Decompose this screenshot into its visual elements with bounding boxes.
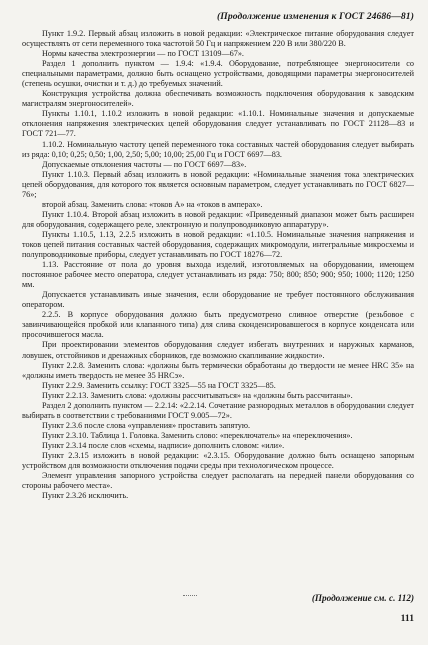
print-speck — [183, 595, 197, 598]
paragraph: Пункт 2.3.6 после слова «управления» проставить запятую. — [42, 420, 251, 430]
paragraph: Пункт 2.2.8. Заменить слова: «должны быть термически обработаны до твердости не менее HRC 35» на «должны иметь твердость не менее 35 HRCэ». — [22, 360, 414, 380]
paragraph: Пункты 1.10.1, 1.10.2 изложить в новой редакции: «1.10.1. Номинальные значения и допускаемые отклонения напряжения электрических цепей оборудования следует устанавливать по ГОСТ 21128—83 и ГОСТ 721—77. — [22, 109, 414, 139]
continuation-note: (Продолжение см. с. 112) — [311, 593, 414, 603]
paragraph: Пункт 2.3.14 после слов «схемы, надписи» дополнить словом: «или». — [42, 440, 285, 450]
document-body — [22, 29, 414, 501]
paragraph: Пункт 1.10.3. Первый абзац изложить в новой редакции: «Номинальные значения тока электрических цепей оборудования, для которого ток является основным параметром, следует устанавливать по ГОСТ 6827—76»; — [22, 169, 414, 199]
paragraph: Элемент управления запорного устройства следует располагать на передней панели оборудования со стороны рабочего места». — [22, 471, 414, 491]
paragraph: Пункт 2.3.10. Таблица 1. Головка. Заменить слово: «переключатель» на «переключения». — [42, 430, 353, 440]
paragraph: Пункт 2.3.15 изложить в новой редакции: «2.3.15. Оборудование должно быть оснащено запорным устройством для возможности отключения подачи среды при технологическом процессе. — [22, 450, 414, 471]
page-header: (Продолжение изменения к ГОСТ 24686—81) — [217, 11, 414, 22]
paragraph: второй абзац. Заменить слова: «токов А» на «токов в амперах». — [42, 199, 263, 209]
paragraph: Пункт 2.3.26 исключить. — [42, 491, 129, 501]
page-number: 111 — [400, 613, 414, 624]
paragraph: Допускаемые отклонения частоты — по ГОСТ 6697—83». — [42, 159, 247, 169]
paragraph: Допускается устанавливать иные значения, если оборудование не требует постоянного обслуживания оператором. — [22, 290, 414, 310]
paragraph: Пункт 2.2.13. Заменить слова: «должны рассчитываться» на «должны быть рассчитаны». — [42, 390, 353, 400]
paragraph: Пункты 1.10.5, 1.13, 2.2.5 изложить в новой редакции: «1.10.5. Номинальные значения напряжения и токов цепей питания составных частей оборудования, содержащих микромодули, интегральные микросхемы и полупроводниковые приборы, следует устанавливать по ГОСТ 18276—72. — [22, 229, 414, 260]
paragraph: 1.13. Расстояние от пола до уровня выхода изделий, изготовляемых на оборудовании, имеющем постоянное рабочее место оператора, следует устанавливать из ряда: 750; 800; 850; 900; 950; 1000; 1120; 1250 мм. — [22, 260, 414, 290]
paragraph: 2.2.5. В корпусе оборудования должно быть предусмотрено сливное отверстие (резьбовое с завинчивающейся пробкой или клапанного типа) для слива сконденсировавшегося в корпусе конденсата или просочившегося масла. — [22, 310, 414, 340]
paragraph: Пункт 2.2.9. Заменить ссылку: ГОСТ 3325—55 на ГОСТ 3325—85. — [42, 380, 276, 390]
paragraph: Пункт 1.10.4. Второй абзац изложить в новой редакции: «Приведенный диапазон может быть расширен для оборудования, содержащего реле, электронную и полупроводниковую аппаратуру». — [22, 209, 414, 229]
paragraph: 1.10.2. Номинальную частоту цепей переменного тока составных частей оборудования следует выбирать из ряда: 0,10; 0,25; 0,50; 1,00, 2,50; 5,00; 10,00; 25,00 Гц и ГОСТ 6697—83. — [22, 139, 414, 159]
paragraph: Пункт 1.9.2. Первый абзац изложить в новой редакции: «Электрическое питание оборудования следует осуществлять от сети переменного тока частотой 50 Гц и напряжением 220 В или 380/220 В. — [22, 29, 414, 49]
paragraph: Нормы качества электроэнергии — по ГОСТ 13109—67». — [42, 49, 244, 59]
paragraph: Раздел 2 дополнить пунктом — 2.2.14: «2.2.14. Сочетание разнородных металлов в оборудовании следует выбирать в соответствии с требованиями ГОСТ 9.005—72». — [22, 400, 414, 420]
paragraph: При проектировании элементов оборудования следует избегать внутренних и наружных карманов, ловушек, отстойников и дренажных сборников, где возможно скапливание жидкости». — [22, 340, 414, 360]
paragraph: Раздел 1 дополнить пунктом — 1.9.4: «1.9.4. Оборудование, потребляющее энергоносители со специальными параметрами, должно быть оснащено устройствами, доводящими параметры энергоносителей (степень осушки, очистки и т. д.) до требуемых значений. — [22, 59, 414, 89]
paragraph: Конструкция устройства должна обеспечивать возможность подключения оборудования к заводским магистралям энергоносителей». — [22, 89, 414, 109]
